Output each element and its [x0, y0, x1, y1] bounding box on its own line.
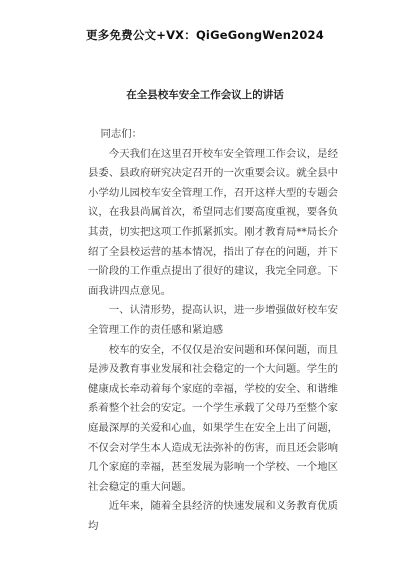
paragraph-recent-years: 近年来，随着全县经济的快速发展和义务教育优质均	[88, 500, 338, 532]
paragraph-intro: 今天我们在这里召开校车安全管理工作会议，是经县委、县政府研究决定召开的一次重要会议。就全县中小学幼儿园校车安全管理工作，召开这样大型的专题会议，在我县尚属首次，希望同志们要高度重视，要各负其责，切实把这项工作抓紧抓实。刚才教育局**局长介绍了全县校运营的基本情况，指出了存在的问题，并下一阶段的工作重点提出了很好的建议，我完全同意。下面我讲四点意见。	[88, 147, 338, 297]
promo-banner: 更多免费公文+VX：QiGeGongWen2024	[86, 28, 324, 42]
document-body	[88, 125, 338, 536]
paragraph-safety: 校车的安全，不仅仅是治安问题和环保问题，而且是涉及教育事业发展和社会稳定的一个大问题。学生的健康成长牵动着每个家庭的幸福，学校的安全、和谐维系着整个社会的安定。一个学生承载了父母乃至整个家庭最深厚的关爱和心血，如果学生在安全上出了问题，不仅会对学生本人造成无法弥补的伤害，而且还会影响几个家庭的幸福，甚至发展为影响一个学校、一个地区社会稳定的重大问题。	[88, 343, 338, 493]
section-heading-1: 一、认清形势，提高认识，进一步增强做好校车安全管理工作的责任感和紧迫感	[88, 304, 338, 336]
document-title: 在全县校车安全工作会议上的讲话	[126, 89, 284, 101]
salutation: 同志们：	[100, 128, 143, 140]
